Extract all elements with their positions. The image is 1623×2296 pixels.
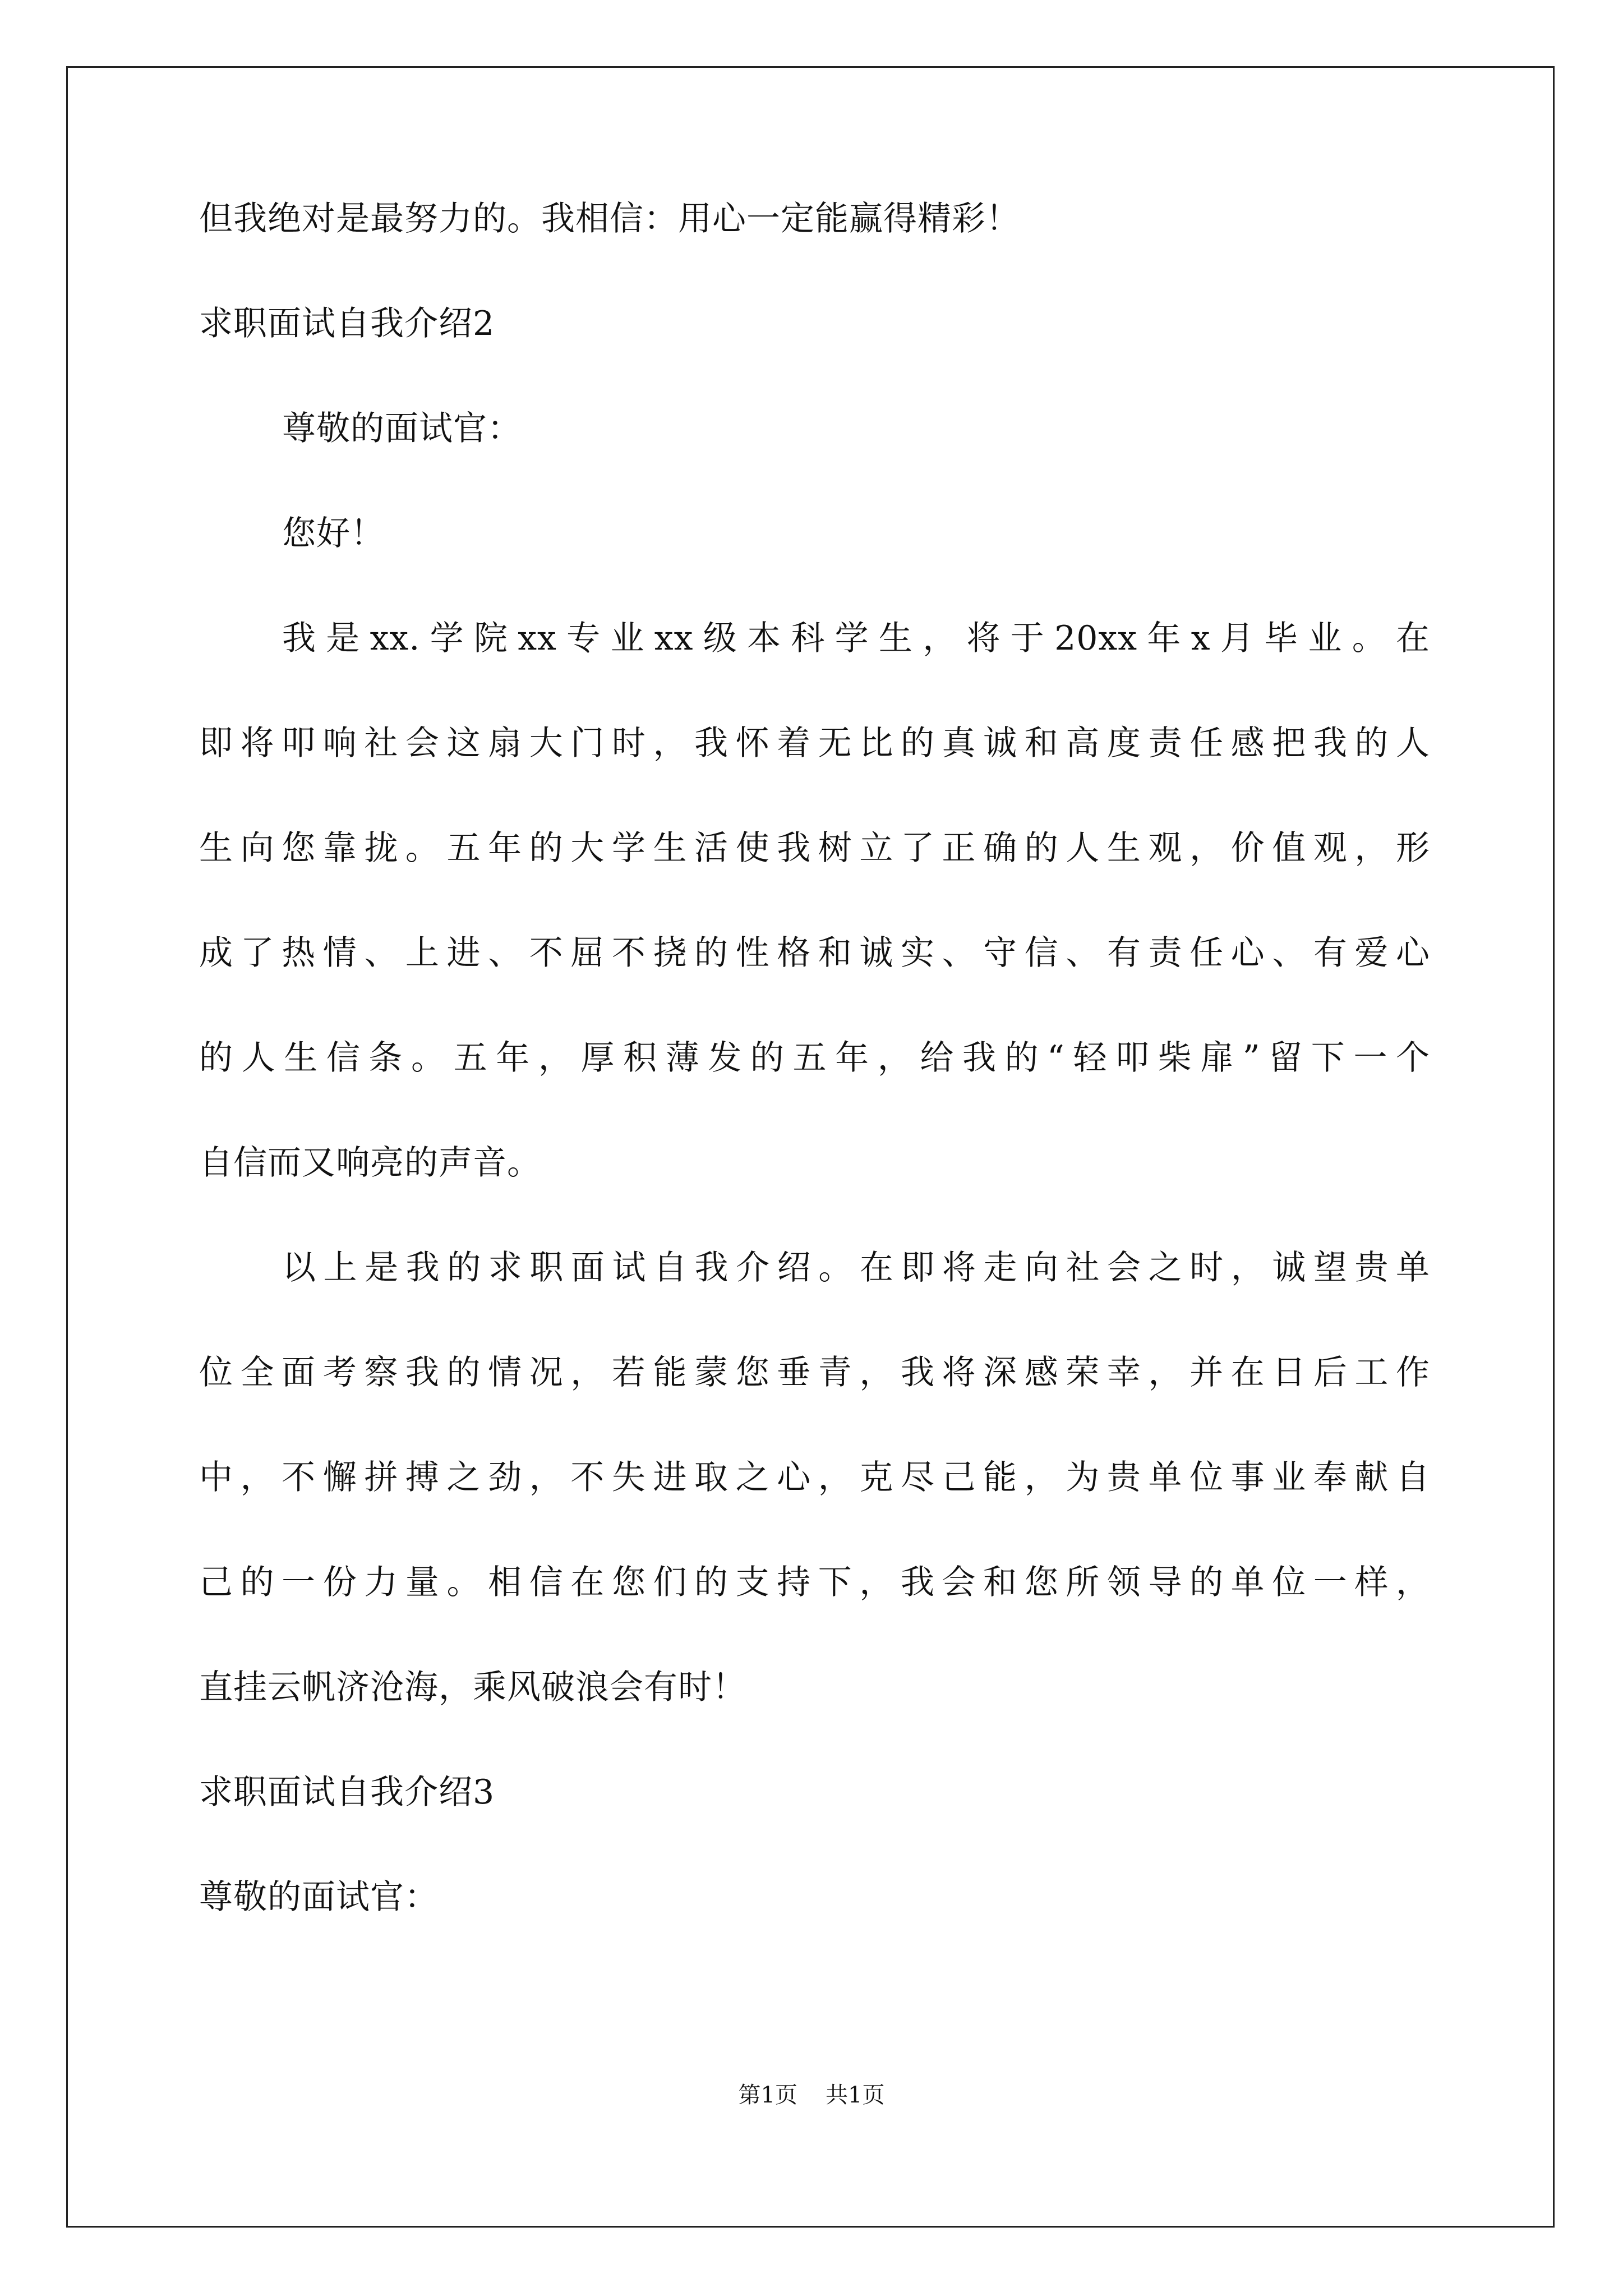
- paragraph-line: 中，不懈拼搏之劲，不失进取之心，克尽己能，为贵单位事业奉献自: [199, 1458, 1430, 1497]
- paragraph-line: 位全面考察我的情况，若能蒙您垂青，我将深感荣幸，并在日后工作: [199, 1353, 1430, 1392]
- section-heading: 求职面试自我介绍2: [199, 304, 495, 343]
- greeting: 您好！: [282, 514, 385, 553]
- page-total: 共1页: [826, 2082, 885, 2108]
- paragraph-line: 生向您靠拢。五年的大学生活使我树立了正确的人生观，价值观，形: [199, 829, 1430, 868]
- salutation: 尊敬的面试官：: [282, 409, 522, 448]
- paragraph-line: 以上是我的求职面试自我介绍。在即将走向社会之时，诚望贵单: [282, 1248, 1430, 1287]
- page-number: 第1页: [738, 2082, 797, 2108]
- paragraph-line: 但我绝对是最努力的。我相信：用心一定能赢得精彩！: [199, 199, 1020, 238]
- salutation: 尊敬的面试官：: [199, 1878, 439, 1917]
- paragraph-line: 的人生信条。五年，厚积薄发的五年，给我的“轻叩柴扉”留下一个: [199, 1038, 1430, 1078]
- paragraph-line: 成了热情、上进、不屈不挠的性格和诚实、守信、有责任心、有爱心: [199, 933, 1430, 973]
- paragraph-line: 我是xx.学院xx专业xx级本科学生，将于20xx年x月毕业。在: [282, 619, 1430, 658]
- section-heading: 求职面试自我介绍3: [199, 1773, 495, 1812]
- paragraph-line: 自信而又响亮的声音。: [199, 1143, 541, 1182]
- paragraph-line: 即将叩响社会这扇大门时，我怀着无比的真诚和高度责任感把我的人: [199, 724, 1430, 763]
- paragraph-line: 己的一份力量。相信在您们的支持下，我会和您所领导的单位一样，: [199, 1563, 1430, 1602]
- page-footer: [0, 2081, 1623, 2109]
- document-body: [199, 199, 1430, 1982]
- paragraph-line: 直挂云帆济沧海，乘风破浪会有时！: [199, 1668, 746, 1707]
